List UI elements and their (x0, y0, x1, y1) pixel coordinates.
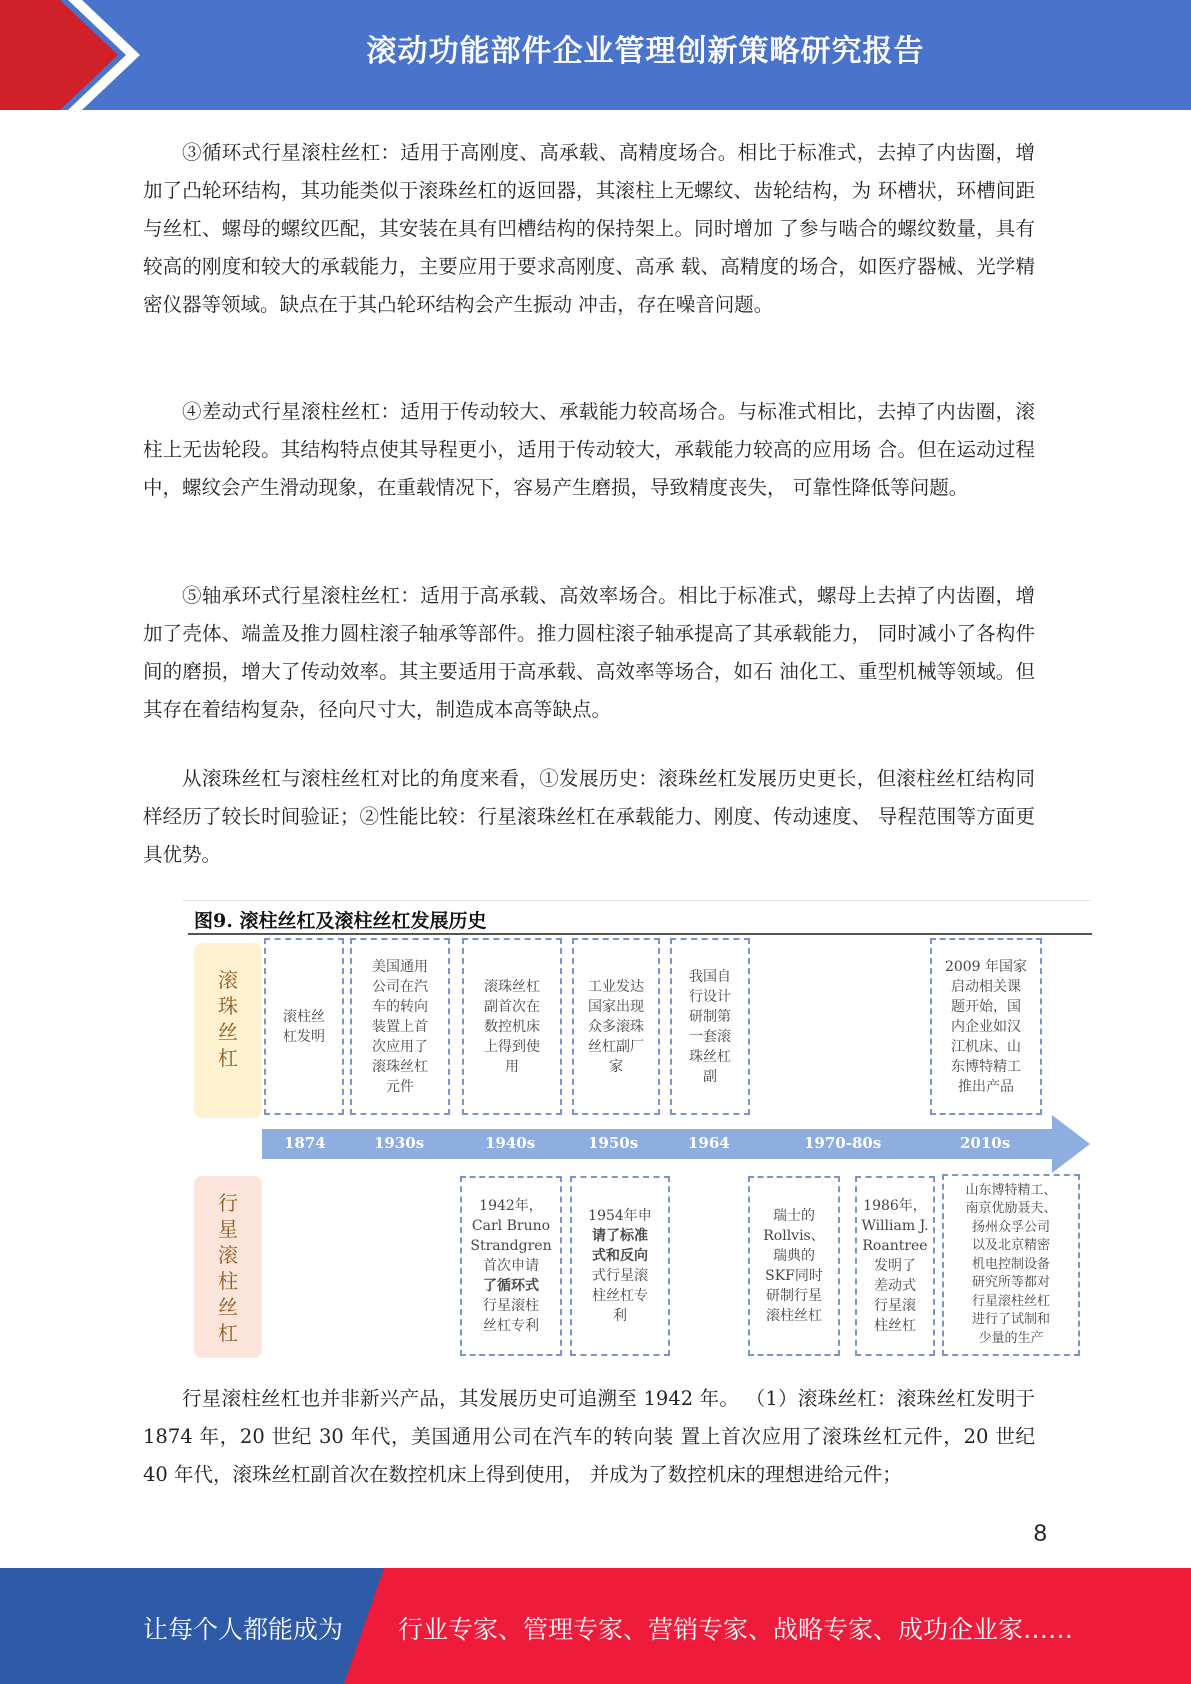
paragraph-history: 行星滚柱丝杠也并非新兴产品，其发展历史可追溯至 1942 年。 （1）滚珠丝杠：滚珠丝杠发明于 1874 年，20 世纪 30 年代，美国通用公司在汽车的转向装 置上首次应用了滚珠丝杠元件，20 世纪 40 年代，滚珠丝杠副首次在数控机床上得到使用， 并成为了数控机床的理想进给元件； (143, 1387, 1035, 1486)
year-1874: 1874 (284, 1134, 326, 1152)
event-box-2010s: 2009 年国家 启动相关课 题开始，国 内企业如汉 江机床、山 东博特精工 推出产品 (930, 938, 1042, 1115)
paragraph-differential: ④差动式行星滚柱丝杠：适用于传动较大、承载能力较高场合。与标准式相比，去掉了内齿圈，滚柱上无齿轮段。其结构特点使其导程更小，适用于传动较大，承载能力较高的应用场 合。但在运动过程中，螺纹会产生滑动现象，在重载情况下，容易产生磨损，导致精度丧失， 可靠性降低等问题。 (143, 400, 1035, 499)
year-1930s: 1930s (374, 1134, 425, 1152)
event-box-1964: 我国自 行设计 研制第 一套滚 珠丝杠 副 (670, 938, 750, 1115)
figure-top-line (182, 900, 1092, 901)
history-figure (182, 898, 1092, 1368)
event-box-1954: 1954年申 请了标准 式和反向 式行星滚 柱丝杠专 利 (570, 1176, 670, 1356)
header-title: 滚动功能部件企业管理创新策略研究报告 (366, 34, 925, 69)
event-box-1930s: 美国通用 公司在汽 车的转向 装置上首 次应用了 滚珠丝杠 元件 (350, 938, 450, 1115)
year-1970-80s: 1970-80s (804, 1134, 882, 1152)
event-box-1874: 滚柱丝 杠发明 (264, 938, 344, 1115)
header-arrow-icon (0, 0, 160, 110)
category-ball-screw: 滚 珠 丝 杠 (194, 943, 262, 1118)
page-number: 8 (1033, 1520, 1047, 1547)
page-footer (0, 1568, 1191, 1684)
event-box-2010s-planetary: 山东博特精工、 南京优励聂夫、 扬州众孚公司 以及北京精密 机电控制设备 研究所等都对 行星滚柱丝杠 进行了试制和 少量的生产 (942, 1174, 1080, 1356)
category-planetary-roller-screw: 行 星 滚 柱 丝 杠 (194, 1176, 262, 1358)
event-box-1942: 1942年， Carl Bruno Strandgren 首次申请 了循环式 行星滚柱 丝杠专利 (460, 1176, 562, 1356)
figure-title: 图9. 滚柱丝杠及滚柱丝杠发展历史 (194, 910, 487, 932)
footer-slogan-left: 让每个人都能成为 (143, 1615, 344, 1644)
year-2010s: 2010s (960, 1134, 1011, 1152)
event-box-1950s: 工业发达 国家出现 众多滚珠 丝杠副厂 家 (572, 938, 660, 1115)
event-box-1986: 1986年， William J. Roantree 发明了 差动式 行星滚 柱丝杠 (855, 1176, 935, 1356)
figure-title-rule (188, 933, 1092, 935)
year-1950s: 1950s (588, 1134, 639, 1152)
footer-slogan-right: 行业专家、管理专家、营销专家、战略专家、成功企业家…… (398, 1615, 1074, 1644)
year-1940s: 1940s (485, 1134, 536, 1152)
event-box-1940s: 滚珠丝杠 副首次在 数控机床 上得到使 用 (462, 938, 562, 1115)
paragraph-comparison: 从滚珠丝杠与滚柱丝杠对比的角度来看，①发展历史：滚珠丝杠发展历史更长，但滚柱丝杠结构同样经历了较长时间验证；②性能比较：行星滚珠丝杠在承载能力、刚度、传动速度、 导程范围等方面更具优势。 (143, 767, 1035, 866)
paragraph-circulating: ③循环式行星滚柱丝杠：适用于高刚度、高承载、高精度场合。相比于标准式，去掉了内齿圈，增加了凸轮环结构，其功能类似于滚珠丝杠的返回器，其滚柱上无螺纹、齿轮结构，为 环槽状，环槽间距与丝杠、螺母的螺纹匹配，其安装在具有凹槽结构的保持架上。同时增加 了参与啮合的螺纹数量，具有较高的刚度和较大的承载能力，主要应用于要求高刚度、高承 载、高精度的场合，如医疗器械、光学精密仪器等领域。缺点在于其凸轮环结构会产生振动 冲击，存在噪音问题。 (143, 141, 1035, 316)
page-header (0, 0, 1191, 110)
year-1964: 1964 (688, 1134, 730, 1152)
event-box-1970s: 瑞士的 Rollvis、 瑞典的 SKF同时 研制行星 滚柱丝杠 (748, 1176, 840, 1356)
paragraph-bearing-ring: ⑤轴承环式行星滚柱丝杠：适用于高承载、高效率场合。相比于标准式，螺母上去掉了内齿圈，增加了壳体、端盖及推力圆柱滚子轴承等部件。推力圆柱滚子轴承提高了其承载能力， 同时减小了各构件间的磨损，增大了传动效率。其主要适用于高承载、高效率等场合，如石 油化工、重型机械等领域。但其存在着结构复杂，径向尺寸大，制造成本高等缺点。 (143, 584, 1035, 721)
